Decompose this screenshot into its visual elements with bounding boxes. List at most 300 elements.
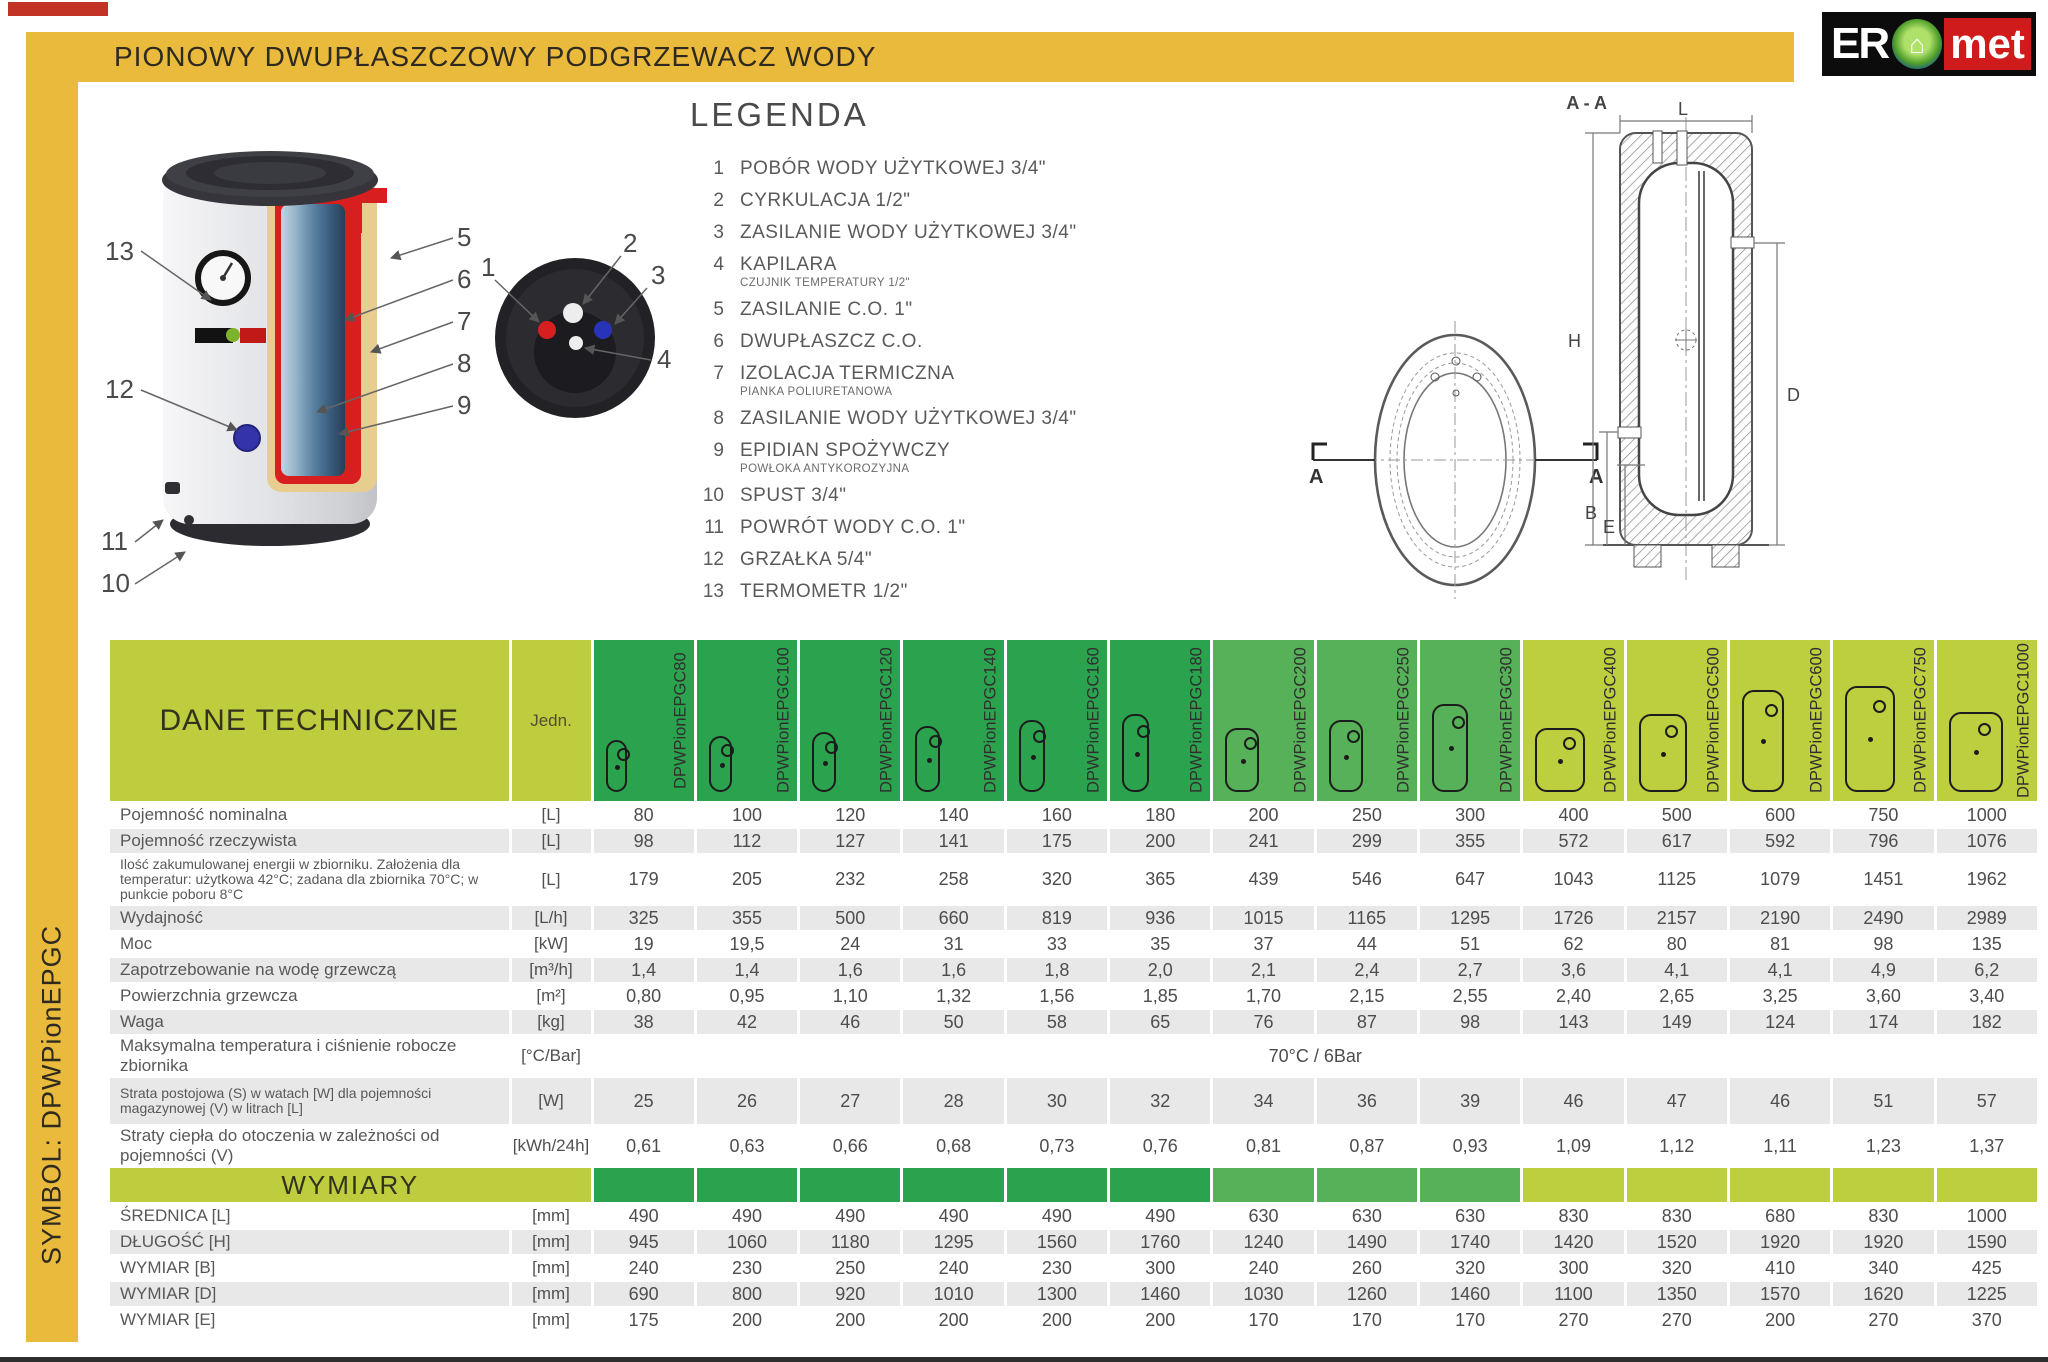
legend	[690, 96, 1190, 613]
legend-item-number: 7	[713, 363, 724, 384]
model-header-cell	[902, 640, 1005, 802]
cell-value: 200	[1005, 1307, 1108, 1333]
tank-port-icon	[617, 748, 630, 761]
row-unit: [kW]	[510, 931, 592, 957]
legend-item-number: 9	[713, 440, 724, 461]
row-label: Straty ciepła do otoczenia w zależności od pojemności (V)	[110, 1125, 510, 1167]
cell-value: 50	[902, 1009, 1005, 1035]
model-name: DPWPionEPGC750	[1911, 647, 1930, 794]
tank-dot-icon	[1135, 752, 1140, 757]
cell-value: 340	[1832, 1255, 1935, 1281]
cell-value: 1000	[1935, 802, 2038, 828]
legend-item	[690, 363, 1190, 398]
cell-value: 0,95	[695, 983, 798, 1009]
svg-text:A: A	[1309, 466, 1324, 488]
cell-value: 42	[695, 1009, 798, 1035]
table-row	[110, 1009, 2039, 1035]
cell-value: 647	[1419, 854, 1522, 905]
cell-value: 1590	[1935, 1229, 2038, 1255]
cell-value: 180	[1109, 802, 1212, 828]
tank-port-icon	[1033, 730, 1046, 743]
cell-value: 1165	[1315, 905, 1418, 931]
banner-color-cell	[1728, 1167, 1831, 1203]
cell-value: 1460	[1419, 1281, 1522, 1307]
row-label: DŁUGOŚĆ [H]	[110, 1229, 510, 1255]
cell-value: 630	[1419, 1203, 1522, 1229]
dimensions-banner-row	[110, 1167, 2039, 1203]
cell-value: 200	[1728, 1307, 1831, 1333]
legend-item-text	[740, 254, 910, 289]
tank-icon	[1225, 728, 1259, 792]
legend-item-text	[740, 440, 950, 475]
tank-dot-icon	[823, 761, 828, 766]
page-bottom-rule	[0, 1357, 2048, 1362]
cell-value: 750	[1832, 802, 1935, 828]
svg-text:4: 4	[657, 344, 672, 374]
model-header-cell	[799, 640, 902, 802]
cell-value: 4,1	[1728, 957, 1831, 983]
cell-value: 355	[695, 905, 798, 931]
svg-text:L: L	[1677, 99, 1689, 119]
cell-value: 1,12	[1625, 1125, 1728, 1167]
cell-value: 370	[1935, 1307, 2038, 1333]
cell-value: 58	[1005, 1009, 1108, 1035]
cell-value: 39	[1419, 1077, 1522, 1125]
model-header-cell	[1212, 640, 1315, 802]
row-label: Maksymalna temperatura i ciśnienie robocze zbiornika	[110, 1035, 510, 1077]
cell-value: 25	[592, 1077, 695, 1125]
spec-table	[110, 640, 2040, 1334]
model-name: DPWPionEPGC500	[1704, 647, 1723, 794]
cell-value: 160	[1005, 802, 1108, 828]
cell-value: 1180	[799, 1229, 902, 1255]
cell-value: 240	[902, 1255, 1005, 1281]
cell-value: 1295	[1419, 905, 1522, 931]
legend-title: LEGENDA	[690, 96, 869, 133]
cell-value: 830	[1625, 1203, 1728, 1229]
row-label: Powierzchnia grzewcza	[110, 983, 510, 1009]
legend-item-label: GRZAŁKA 5/4"	[740, 549, 873, 570]
legend-item	[690, 331, 1190, 353]
cell-value: 630	[1212, 1203, 1315, 1229]
cell-value: 250	[1315, 802, 1418, 828]
legend-item	[690, 158, 1190, 180]
cell-value: 490	[592, 1203, 695, 1229]
table-row	[110, 1229, 2039, 1255]
cell-value: 232	[799, 854, 902, 905]
banner-color-cell	[1109, 1167, 1212, 1203]
model-header-cell	[1728, 640, 1831, 802]
cell-value: 1240	[1212, 1229, 1315, 1255]
cell-value: 572	[1522, 828, 1625, 854]
legend-item-label: ZASILANIE C.O. 1"	[740, 299, 913, 320]
legend-item	[690, 581, 1190, 603]
cell-value: 205	[695, 854, 798, 905]
cell-value: 1260	[1315, 1281, 1418, 1307]
tank-dot-icon	[1031, 755, 1036, 760]
cell-value: 500	[1625, 802, 1728, 828]
tank-dot-icon	[1661, 752, 1666, 757]
cell-value: 796	[1832, 828, 1935, 854]
cell-value: 98	[1419, 1009, 1522, 1035]
cell-value: 365	[1109, 854, 1212, 905]
cell-value: 149	[1625, 1009, 1728, 1035]
cell-value: 170	[1212, 1307, 1315, 1333]
cell-value: 300	[1419, 802, 1522, 828]
cell-value: 37	[1212, 931, 1315, 957]
cell-value: 240	[1212, 1255, 1315, 1281]
tank-port-icon	[1452, 716, 1465, 729]
cell-value: 0,76	[1109, 1125, 1212, 1167]
table-row	[110, 957, 2039, 983]
cell-value: 2,55	[1419, 983, 1522, 1009]
cell-value: 1043	[1522, 854, 1625, 905]
cell-value: 1,32	[902, 983, 1005, 1009]
legend-item-number: 3	[713, 222, 724, 243]
table-row	[110, 1035, 2039, 1077]
cell-value: 175	[1005, 828, 1108, 854]
cell-value: 1,6	[902, 957, 1005, 983]
tank-dot-icon	[1344, 755, 1349, 760]
dimensions-title: WYMIARY	[110, 1167, 592, 1203]
tank-icon	[709, 736, 732, 792]
cell-value: 410	[1728, 1255, 1831, 1281]
cell-value: 1,8	[1005, 957, 1108, 983]
row-label: WYMIAR [E]	[110, 1307, 510, 1333]
model-header-cell	[695, 640, 798, 802]
cell-value: 44	[1315, 931, 1418, 957]
cell-value: 32	[1109, 1077, 1212, 1125]
tank-port-icon	[1563, 737, 1576, 750]
tank-port-icon	[1244, 737, 1257, 750]
svg-text:13: 13	[105, 236, 134, 266]
cell-value: 1460	[1109, 1281, 1212, 1307]
tank-icon	[1329, 720, 1363, 792]
cell-value: 182	[1935, 1009, 2038, 1035]
cell-value: 1295	[902, 1229, 1005, 1255]
cell-value: 1,11	[1728, 1125, 1831, 1167]
cell-value: 0,68	[902, 1125, 1005, 1167]
cell-value: 1420	[1522, 1229, 1625, 1255]
cell-value: 819	[1005, 905, 1108, 931]
svg-text:A - A: A - A	[1566, 93, 1607, 113]
cell-value: 175	[592, 1307, 695, 1333]
cell-value: 2,4	[1315, 957, 1418, 983]
cell-value: 2190	[1728, 905, 1831, 931]
banner-color-cell	[1625, 1167, 1728, 1203]
legend-item-number: 1	[713, 158, 724, 179]
model-header-cell	[1522, 640, 1625, 802]
cell-value: 355	[1419, 828, 1522, 854]
tank-icon	[1949, 712, 2003, 792]
cell-value: 120	[799, 802, 902, 828]
cell-value: 87	[1315, 1009, 1418, 1035]
table-row	[110, 854, 2039, 905]
cell-value: 62	[1522, 931, 1625, 957]
cell-value: 170	[1315, 1307, 1418, 1333]
cell-value: 680	[1728, 1203, 1831, 1229]
cell-value: 490	[1109, 1203, 1212, 1229]
cell-value: 2,15	[1315, 983, 1418, 1009]
cell-value: 1962	[1935, 854, 2038, 905]
cell-value: 270	[1625, 1307, 1728, 1333]
svg-text:10: 10	[101, 568, 130, 598]
table-row	[110, 1281, 2039, 1307]
model-name: DPWPionEPGC250	[1394, 647, 1413, 794]
cell-value: 1060	[695, 1229, 798, 1255]
cell-value: 299	[1315, 828, 1418, 854]
table-row	[110, 1077, 2039, 1125]
legend-item-number: 13	[702, 581, 724, 602]
cell-value: 1300	[1005, 1281, 1108, 1307]
tank-dot-icon	[1241, 759, 1246, 764]
tank-dot-icon	[1558, 759, 1563, 764]
svg-text:6: 6	[457, 264, 472, 294]
cell-value: 0,73	[1005, 1125, 1108, 1167]
product-cutaway-illustration	[95, 100, 695, 600]
model-name: DPWPionEPGC600	[1807, 647, 1826, 794]
legend-item-text	[740, 517, 966, 539]
cell-value: 325	[592, 905, 695, 931]
row-label: Ilość zakumulowanej energii w zbiorniku. Założenia dla temperatur: użytkowa 42°C; zadana dla zbiornika 70°C; w punkcie poboru 8°C	[110, 854, 510, 905]
cell-value: 320	[1005, 854, 1108, 905]
row-label: ŚREDNICA [L]	[110, 1203, 510, 1229]
legend-item-number: 10	[702, 485, 724, 506]
svg-text:D: D	[1787, 385, 1800, 405]
row-label: WYMIAR [B]	[110, 1255, 510, 1281]
cell-value: 800	[695, 1281, 798, 1307]
row-label: Zapotrzebowanie na wodę grzewczą	[110, 957, 510, 983]
unit-header-cell: Jedn.	[510, 640, 592, 802]
model-name: DPWPionEPGC160	[1084, 647, 1103, 794]
legend-item	[690, 440, 1190, 475]
cell-value: 1620	[1832, 1281, 1935, 1307]
legend-item-text	[740, 222, 1077, 244]
model-name: DPWPionEPGC100	[774, 647, 793, 794]
cell-value: 35	[1109, 931, 1212, 957]
legend-item-text	[740, 485, 846, 507]
table-row	[110, 905, 2039, 931]
cell-value: 0,63	[695, 1125, 798, 1167]
heater-knob	[234, 425, 260, 451]
cell-value: 490	[902, 1203, 1005, 1229]
cell-value: 19	[592, 931, 695, 957]
row-label: WYMIAR [D]	[110, 1281, 510, 1307]
table-title-cell: DANE TECHNICZNE	[110, 640, 510, 802]
cell-value: 260	[1315, 1255, 1418, 1281]
model-header-cell	[1419, 640, 1522, 802]
cell-value: 46	[1522, 1077, 1625, 1125]
model-header-cell	[592, 640, 695, 802]
model-name: DPWPionEPGC400	[1601, 647, 1620, 794]
technical-drawing	[1285, 75, 2045, 605]
cell-value: 81	[1728, 931, 1831, 957]
model-header-cell	[1109, 640, 1212, 802]
tank-port-icon	[929, 735, 942, 748]
row-unit: [mm]	[510, 1203, 592, 1229]
cell-value: 2,40	[1522, 983, 1625, 1009]
cell-value: 141	[902, 828, 1005, 854]
legend-item-label: ZASILANIE WODY UŻYTKOWEJ 3/4"	[740, 408, 1077, 429]
tank-dot-icon	[1449, 746, 1454, 751]
tank-port-icon	[1137, 725, 1150, 738]
cell-value: 1726	[1522, 905, 1625, 931]
banner-color-cell	[1005, 1167, 1108, 1203]
legend-item-label: POBÓR WODY UŻYTKOWEJ 3/4"	[740, 158, 1047, 179]
cell-value: 1000	[1935, 1203, 2038, 1229]
cell-value: 36	[1315, 1077, 1418, 1125]
legend-item	[690, 222, 1190, 244]
tank-port-icon	[1347, 730, 1360, 743]
svg-text:8: 8	[457, 348, 472, 378]
banner-color-cell	[695, 1167, 798, 1203]
row-merged-value: 70°C / 6Bar	[592, 1035, 2039, 1077]
banner-color-cell	[799, 1167, 902, 1203]
cell-value: 38	[592, 1009, 695, 1035]
tank-port-icon	[1665, 725, 1678, 738]
cell-value: 2,7	[1419, 957, 1522, 983]
svg-text:3: 3	[651, 260, 666, 290]
row-unit: [kWh/24h]	[510, 1125, 592, 1167]
cell-value: 1920	[1728, 1229, 1831, 1255]
tank-icon	[1535, 728, 1585, 792]
model-name: DPWPionEPGC200	[1291, 647, 1310, 794]
cell-value: 3,60	[1832, 983, 1935, 1009]
cell-value: 170	[1419, 1307, 1522, 1333]
legend-item	[690, 190, 1190, 212]
corner-red-mark	[8, 2, 108, 16]
legend-item-number: 8	[713, 408, 724, 429]
legend-item-label: EPIDIAN SPOŻYWCZY	[740, 440, 951, 461]
eromet-logo	[1822, 12, 2036, 76]
cell-value: 1,09	[1522, 1125, 1625, 1167]
svg-text:12: 12	[105, 374, 134, 404]
cell-value: 100	[695, 802, 798, 828]
tank-dot-icon	[927, 758, 932, 763]
cell-value: 1010	[902, 1281, 1005, 1307]
tank-port-icon	[721, 744, 734, 757]
cell-value: 33	[1005, 931, 1108, 957]
row-unit: [mm]	[510, 1307, 592, 1333]
row-unit: [°C/Bar]	[510, 1035, 592, 1077]
legend-item-label: TERMOMETR 1/2"	[740, 581, 908, 602]
cell-value: 630	[1315, 1203, 1418, 1229]
cell-value: 4,9	[1832, 957, 1935, 983]
cell-value: 24	[799, 931, 902, 957]
legend-item	[690, 549, 1190, 571]
cell-value: 2,0	[1109, 957, 1212, 983]
legend-item-text	[740, 299, 913, 321]
svg-text:2: 2	[623, 228, 638, 258]
cell-value: 127	[799, 828, 902, 854]
tank-port-icon	[1978, 723, 1991, 736]
cell-value: 0,93	[1419, 1125, 1522, 1167]
svg-text:5: 5	[457, 222, 472, 252]
cell-value: 1030	[1212, 1281, 1315, 1307]
tank-dot-icon	[615, 765, 620, 770]
legend-item	[690, 485, 1190, 507]
cell-value: 0,87	[1315, 1125, 1418, 1167]
legend-item-label: ZASILANIE WODY UŻYTKOWEJ 3/4"	[740, 222, 1077, 243]
cell-value: 27	[799, 1077, 902, 1125]
cell-value: 1,70	[1212, 983, 1315, 1009]
svg-text:H: H	[1568, 331, 1581, 351]
cell-value: 3,6	[1522, 957, 1625, 983]
cell-value: 690	[592, 1281, 695, 1307]
cell-value: 1076	[1935, 828, 2038, 854]
legend-item-number: 2	[713, 190, 724, 211]
cell-value: 200	[1212, 802, 1315, 828]
cell-value: 2,65	[1625, 983, 1728, 1009]
svg-text:A: A	[1589, 466, 1604, 488]
tank-dot-icon	[720, 763, 725, 768]
legend-item-text	[740, 581, 908, 603]
cell-value: 1,23	[1832, 1125, 1935, 1167]
cell-value: 76	[1212, 1009, 1315, 1035]
cell-value: 1,4	[592, 957, 695, 983]
model-header-cell	[1935, 640, 2038, 802]
table-row	[110, 1255, 2039, 1281]
table-row	[110, 1307, 2039, 1333]
cell-value: 270	[1832, 1307, 1935, 1333]
banner-color-cell	[1935, 1167, 2038, 1203]
cell-value: 320	[1625, 1255, 1728, 1281]
cell-value: 1520	[1625, 1229, 1728, 1255]
table-row	[110, 983, 2039, 1009]
cell-value: 546	[1315, 854, 1418, 905]
model-name: DPWPionEPGC1000	[2014, 643, 2033, 798]
cell-value: 1560	[1005, 1229, 1108, 1255]
tank-icon	[1122, 714, 1149, 792]
cell-value: 270	[1522, 1307, 1625, 1333]
row-unit: [mm]	[510, 1255, 592, 1281]
cell-value: 425	[1935, 1255, 2038, 1281]
cell-value: 320	[1419, 1255, 1522, 1281]
model-name: DPWPionEPGC140	[981, 647, 1000, 794]
legend-item-text	[740, 158, 1046, 180]
cell-value: 600	[1728, 802, 1831, 828]
table-row	[110, 1203, 2039, 1229]
spec-table-body	[110, 802, 2039, 1333]
cell-value: 3,25	[1728, 983, 1831, 1009]
cell-value: 1,37	[1935, 1125, 2038, 1167]
cell-value: 135	[1935, 931, 2038, 957]
row-unit: [kg]	[510, 1009, 592, 1035]
cell-value: 2157	[1625, 905, 1728, 931]
legend-item-label: KAPILARA	[740, 254, 837, 275]
row-unit: [L]	[510, 828, 592, 854]
row-unit: [W]	[510, 1077, 592, 1125]
cell-value: 240	[592, 1255, 695, 1281]
sidebar-symbol-text: SYMBOL: DPWPionEPGC	[36, 924, 67, 1266]
cell-value: 6,2	[1935, 957, 2038, 983]
legend-item-label: POWRÓT WODY C.O. 1"	[740, 517, 966, 538]
svg-text:11: 11	[101, 526, 128, 556]
legend-item-text	[740, 331, 923, 353]
tank-body	[162, 151, 387, 546]
row-unit: [m²]	[510, 983, 592, 1009]
cell-value: 46	[1728, 1077, 1831, 1125]
cell-value: 65	[1109, 1009, 1212, 1035]
cell-value: 1015	[1212, 905, 1315, 931]
cell-value: 660	[902, 905, 1005, 931]
tank-icon	[606, 740, 627, 792]
cell-value: 1,4	[695, 957, 798, 983]
legend-item-text	[740, 190, 911, 212]
cell-value: 0,81	[1212, 1125, 1315, 1167]
legend-item-number: 12	[702, 549, 724, 570]
cell-value: 174	[1832, 1009, 1935, 1035]
